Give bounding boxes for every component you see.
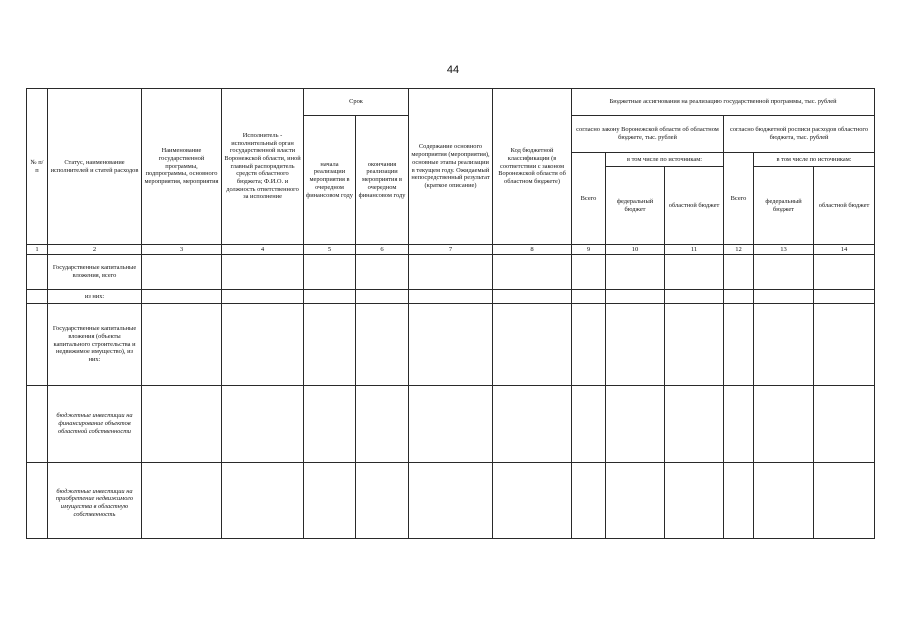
table-cell [814,386,875,463]
header-law-total: Всего [572,153,606,245]
row-label: Государственные капитальные вложения, всего [48,255,142,290]
row-label: из них: [48,290,142,304]
table-cell [814,255,875,290]
table-cell [222,386,304,463]
header-term: Срок [304,89,409,116]
header-program-name: Наименование государственной программы, подпрограммы, основного мероприятия, мероприятия [142,89,222,245]
header-list-regional: областной бюджет [814,167,875,245]
column-number: 1 [27,245,48,255]
row-label: бюджетные инвестиции на финансирование объектов областной собственности [48,386,142,463]
table-cell [304,463,356,539]
row-label: бюджетные инвестиции на приобретение недвижимого имущества в областную собственность [48,463,142,539]
header-row-1 [27,89,875,116]
table-cell [665,304,724,386]
header-status: Статус, наименование исполнителей и статей расходов [48,89,142,245]
table-cell [606,463,665,539]
header-term-start: начала реализации мероприятия в очередном финансовом году [304,116,356,245]
table-cell [409,290,493,304]
table-row [27,290,875,304]
table-cell [222,463,304,539]
table-cell [754,463,814,539]
table-cell [724,386,754,463]
table-cell [606,304,665,386]
table-cell [304,386,356,463]
table-cell [724,304,754,386]
table-cell [409,255,493,290]
column-number: 14 [814,245,875,255]
header-law-regional: областной бюджет [665,167,724,245]
table-cell [665,255,724,290]
table-cell [754,290,814,304]
column-number: 6 [356,245,409,255]
table-row [27,255,875,290]
page-number: 44 [446,64,460,76]
column-number: 8 [493,245,572,255]
column-number: 7 [409,245,493,255]
table-cell [409,304,493,386]
table-cell [572,304,606,386]
table-cell [356,386,409,463]
table-cell [724,463,754,539]
table-cell [493,304,572,386]
table-cell [304,290,356,304]
table-row [27,463,875,539]
table-cell [493,386,572,463]
table-cell [409,463,493,539]
column-number-row [27,245,875,255]
table-cell [814,304,875,386]
column-number: 9 [572,245,606,255]
header-law-group: согласно закону Воронежской области об областном бюджете, тыс. рублей [572,116,724,153]
header-number: № п/п [27,89,48,245]
table-cell [27,463,48,539]
header-term-end: окончания реализации мероприятия в очередном финансовом году [356,116,409,245]
table-cell [356,463,409,539]
table-cell [606,290,665,304]
table-cell [814,290,875,304]
column-number: 12 [724,245,754,255]
table-cell [142,463,222,539]
table-cell [606,386,665,463]
table-cell [814,463,875,539]
header-budget: Бюджетные ассигнования на реализацию государственной программы, тыс. рублей [572,89,875,116]
row-label: Государственные капитальные вложения (объекты капитального строительства и недвижимое имущество), из них: [48,304,142,386]
column-number: 2 [48,245,142,255]
table-cell [572,386,606,463]
table-cell [724,255,754,290]
table-cell [665,386,724,463]
table-cell [665,463,724,539]
table-cell [754,304,814,386]
header-content: Содержание основного мероприятия (мероприятия), основные этапы реализации в текущем году. Ожидаемый непосредственный результат (краткое описание) [409,89,493,245]
table-cell [493,255,572,290]
header-list-group: согласно бюджетной росписи расходов областного бюджета, тыс. рублей [724,116,875,153]
budget-table [26,88,875,539]
table-cell [222,304,304,386]
table-cell [27,304,48,386]
table-row [27,386,875,463]
table-cell [304,304,356,386]
table-cell [356,290,409,304]
column-number: 3 [142,245,222,255]
table-cell [142,304,222,386]
table-cell [142,255,222,290]
header-list-sources: в том числе по источникам: [754,153,875,167]
header-list-federal: федеральный бюджет [754,167,814,245]
table-cell [754,386,814,463]
table-cell [665,290,724,304]
column-number: 11 [665,245,724,255]
table-cell [724,290,754,304]
header-law-federal: федеральный бюджет [606,167,665,245]
table-cell [142,290,222,304]
column-number: 5 [304,245,356,255]
table-cell [304,255,356,290]
column-number: 10 [606,245,665,255]
table-cell [356,255,409,290]
header-list-total: Всего [724,153,754,245]
table-cell [27,255,48,290]
table-cell [606,255,665,290]
table-cell [493,463,572,539]
table-cell [572,463,606,539]
table-cell [754,255,814,290]
table-cell [493,290,572,304]
column-number: 13 [754,245,814,255]
table-cell [572,255,606,290]
table-cell [222,290,304,304]
table-cell [27,290,48,304]
table-cell [356,304,409,386]
table-cell [142,386,222,463]
table-cell [572,290,606,304]
header-law-sources: в том числе по источникам: [606,153,724,167]
table-cell [409,386,493,463]
column-number: 4 [222,245,304,255]
table-row [27,304,875,386]
table-cell [27,386,48,463]
header-executor: Исполнитель - исполнительный орган государственной власти Воронежской области, иной главный распорядитель средств областного бюджета; Ф.И.О. и должность ответственного за исполнение [222,89,304,245]
table-cell [222,255,304,290]
header-budget-code: Код бюджетной классификации (в соответствии с законом Воронежской области об областном бюджете) [493,89,572,245]
